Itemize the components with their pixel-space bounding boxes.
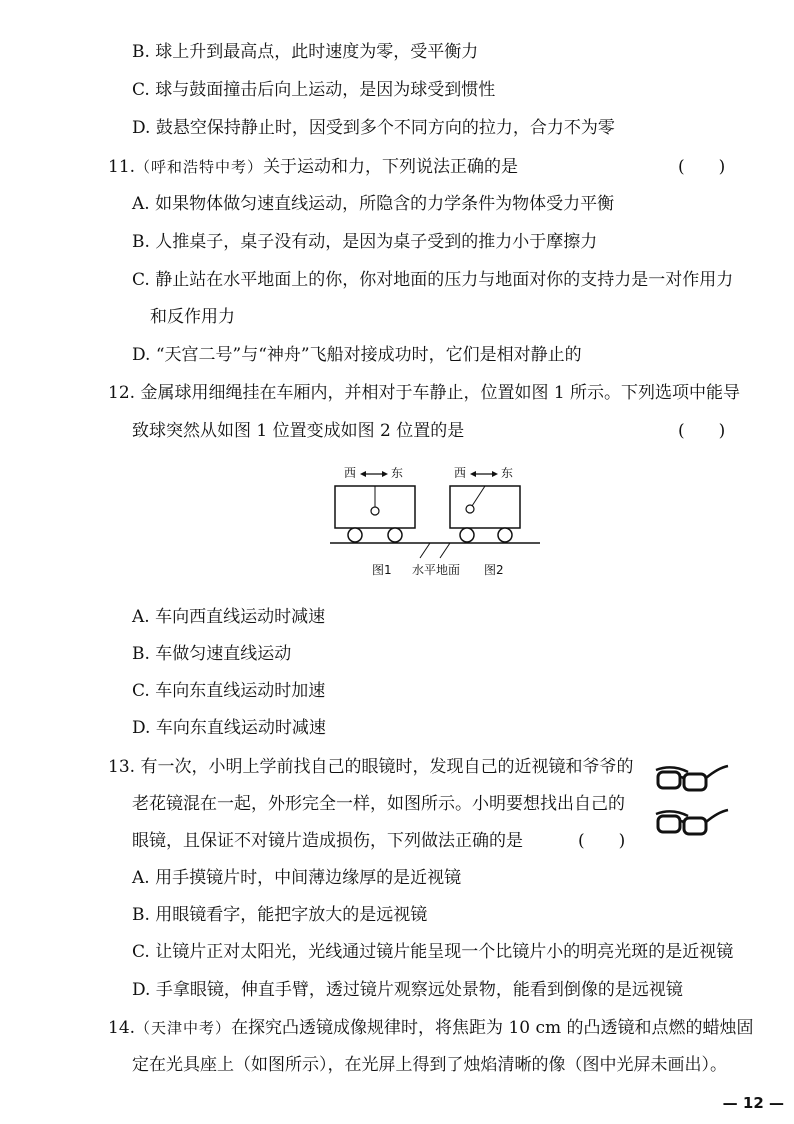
q10-option-d: D. 鼓悬空保持静止时，因受到多个不同方向的拉力，合力不为零 — [132, 118, 615, 138]
q12-option-b: B. 车做匀速直线运动 — [132, 644, 292, 664]
dir-arrow-1-right-head — [382, 471, 388, 477]
fig-dir-west-1: 西 — [344, 466, 357, 480]
q14-stem-line1 — [108, 1017, 754, 1039]
q12-stem-line1: 12. 金属球用细绳挂在车厢内，并相对于车静止，位置如图 1 所示。下列选项中能导 — [108, 383, 741, 403]
q11-number: 11. — [108, 157, 136, 177]
car-2-wheel-left — [460, 528, 474, 542]
q13-stem-line2: 老花镜混在一起，外形完全一样，如图所示。小明要想找出自己的 — [132, 794, 625, 814]
fig-dir-east-1: 东 — [391, 466, 404, 480]
ground-pointer-2 — [440, 543, 450, 558]
car-1-wheel-right — [388, 528, 402, 542]
q12-option-c: C. 车向东直线运动时加速 — [132, 681, 326, 701]
car-2-ball — [466, 505, 474, 513]
car-2-body — [450, 486, 520, 528]
car-2-wheel-right — [498, 528, 512, 542]
car-1-wheel-left — [348, 528, 362, 542]
fig-label-ground: 水平地面 — [412, 563, 461, 577]
page-number: — 12 — — [722, 1094, 784, 1112]
fig-dir-east-2: 东 — [501, 466, 514, 480]
q14-stem-text: 在探究凸透镜成像规律时，将焦距为 10 cm 的凸透镜和点燃的蜡烛固 — [231, 1018, 754, 1038]
q13-option-c: C. 让镜片正对太阳光，光线通过镜片能呈现一个比镜片小的明亮光斑的是近视镜 — [132, 942, 734, 962]
fig-label-2: 图2 — [484, 563, 504, 577]
dir-arrow-2-left-head — [470, 471, 476, 477]
q14-stem-line2: 定在光具座上（如图所示），在光屏上得到了烛焰清晰的像（图中光屏未画出）。 — [132, 1055, 727, 1075]
q12-answer-paren: ( ) — [678, 421, 726, 441]
q10-option-b: B. 球上升到最高点，此时速度为零，受平衡力 — [132, 42, 479, 62]
dir-arrow-2-right-head — [492, 471, 498, 477]
car-1-ball — [371, 507, 379, 515]
fig-dir-west-2: 西 — [454, 466, 467, 480]
q13-stem-line1: 13. 有一次，小明上学前找自己的眼镜时，发现自己的近视镜和爷爷的 — [108, 757, 634, 777]
q13-option-d: D. 手拿眼镜，伸直手臂，透过镜片观察远处景物，能看到倒像的是远视镜 — [132, 980, 683, 1000]
q10-option-c: C. 球与鼓面撞击后向上运动，是因为球受到惯性 — [132, 80, 496, 100]
q11-option-c: C. 静止站在水平地面上的你，你对地面的压力与地面对你的支持力是一对作用力 — [132, 270, 734, 290]
q13-option-b: B. 用眼镜看字，能把字放大的是远视镜 — [132, 905, 428, 925]
q11-stem — [108, 156, 518, 178]
q14-source: （天津中考） — [135, 1019, 232, 1037]
dir-arrow-1-left-head — [360, 471, 366, 477]
glasses-icon — [652, 760, 732, 796]
glasses-icon-2 — [652, 804, 732, 840]
q13-answer-paren: ( ) — [578, 831, 626, 851]
ground-pointer — [420, 543, 430, 558]
q11-option-c-cont: 和反作用力 — [150, 307, 235, 327]
q12-stem-line2: 致球突然从如图 1 位置变成如图 2 位置的是 — [132, 421, 465, 441]
q13-option-a: A. 用手摸镜片时，中间薄边缘厚的是近视镜 — [132, 868, 462, 888]
q11-stem-text: 关于运动和力，下列说法正确的是 — [263, 157, 519, 177]
q11-option-a: A. 如果物体做匀速直线运动，所隐含的力学条件为物体受力平衡 — [132, 194, 615, 214]
q11-answer-paren: ( ) — [678, 157, 726, 177]
q12-option-a: A. 车向西直线运动时减速 — [132, 607, 326, 627]
q11-source: （呼和浩特中考） — [135, 158, 264, 176]
q11-option-d: D. “天宫二号”与“神舟”飞船对接成功时，它们是相对静止的 — [132, 345, 582, 365]
q11-option-b: B. 人推桌子，桌子没有动，是因为桌子受到的推力小于摩擦力 — [132, 232, 598, 252]
fig-label-1: 图1 — [372, 563, 392, 577]
q13-stem-line3: 眼镜，且保证不对镜片造成损伤，下列做法正确的是 — [132, 831, 523, 851]
q14-number: 14. — [108, 1018, 136, 1038]
q12-option-d: D. 车向东直线运动时减速 — [132, 718, 326, 738]
